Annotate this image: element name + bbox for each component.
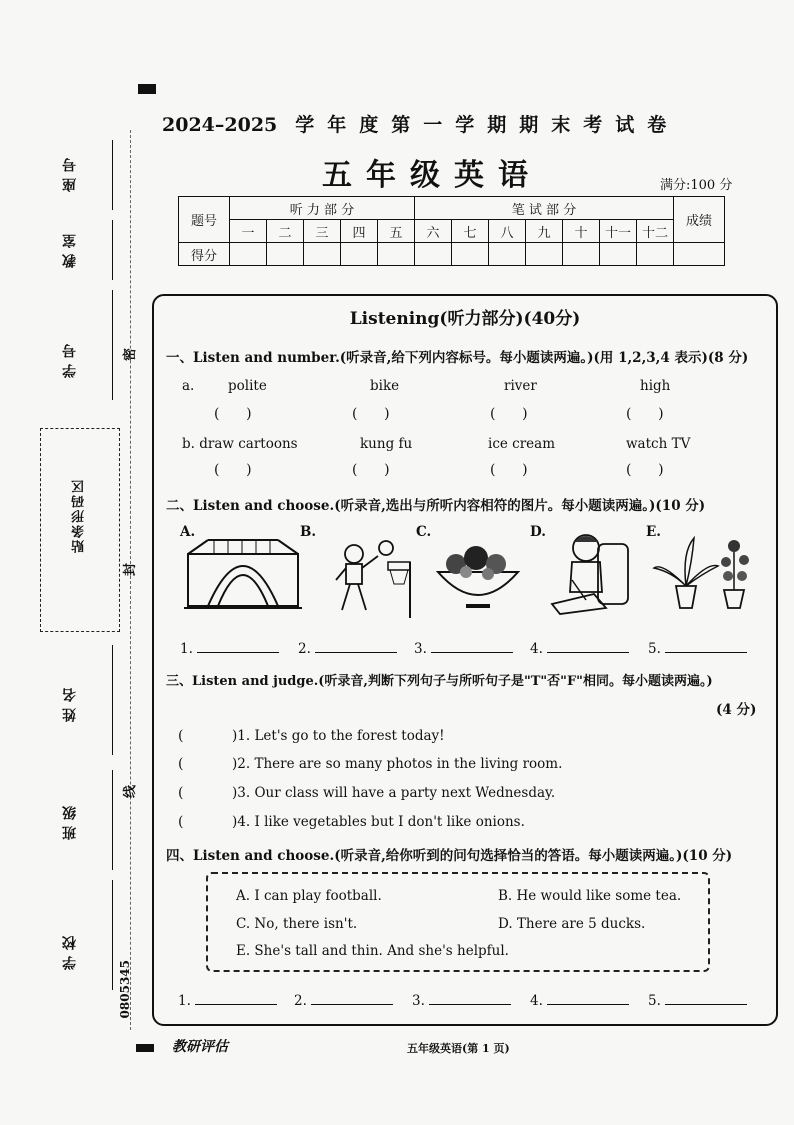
q3-points: (4 分) [716,702,757,718]
q4-blank[interactable] [294,992,393,1009]
score-cell[interactable] [452,243,489,266]
judge-paren[interactable]: ( [178,814,184,830]
score-cell[interactable] [267,243,304,266]
seal-line [130,130,131,1030]
page-number: 五年级英语(第 1 页) [407,1042,510,1055]
total-score-cell[interactable] [674,243,725,266]
question-number: 四 [341,220,378,243]
q1-title: 一、Listen and number.(听录音,给下列内容标号。每小题读两遍。)(用 1,2,3,4 表示)(8 分) [166,350,749,366]
pic-label: D. [530,524,546,540]
q1-word: river [504,378,537,394]
boy-basketball-image [314,534,414,618]
score-cell[interactable] [489,243,526,266]
name-label: 姓名 [62,682,78,722]
exam-code: 0805345 [118,960,132,1019]
score-cell[interactable] [637,243,674,266]
q2-blank[interactable] [648,640,747,657]
q4-blank-num: 3. [412,993,425,1009]
score-label: 得分 [179,243,230,266]
listening-title: Listening(听力部分)(40分) [349,309,581,329]
school-label: 学校 [62,930,78,970]
question-number: 三 [304,220,341,243]
question-number: 十二 [637,220,674,243]
q4-blank[interactable] [530,992,629,1009]
fill-line-school [112,880,113,990]
pic-label: C. [416,524,432,540]
question-number: 五 [378,220,415,243]
q3-item: )1. Let's go to the forest today! [232,728,445,744]
q2-blank-num: 5. [648,641,661,657]
question-number: 十一 [600,220,637,243]
boy-writing-image [546,528,636,616]
judge-paren[interactable]: ( [178,756,184,772]
seal-xian: 线 [123,784,139,799]
question-number: 一 [230,220,267,243]
q3-title: 三、Listen and judge.(听录音,判断下列句子与所听句子是"T"否"F"相同。每小题读两遍。) [166,674,713,689]
fill-line-name [112,645,113,755]
seal-mi: 密 [123,347,139,362]
q4-blank[interactable] [412,992,511,1009]
q2-blank-num: 4. [530,641,543,657]
answer-paren[interactable]: ( ) [352,406,390,422]
q2-blank-num: 2. [298,641,311,657]
score-cell[interactable] [415,243,452,266]
q1-word: polite [228,378,267,394]
answer-paren[interactable]: ( ) [352,462,390,478]
writing-header: 笔 试 部 分 [415,197,674,220]
q4-option: E. She's tall and thin. And she's helpful. [236,943,509,959]
student-id-label: 学号 [62,338,78,378]
q4-blank-num: 2. [294,993,307,1009]
footer-org: 教研评估 [172,1039,228,1055]
q4-title: 四、Listen and choose.(听录音,给你听到的问句选择恰当的答语。每小题读两遍。)(10 分) [166,848,733,864]
answer-paren[interactable]: ( ) [490,406,528,422]
q4-option: C. No, there isn't. [236,916,358,932]
class-label: 班级 [62,800,78,840]
fill-line-room [112,220,113,280]
q1-word: bike [370,378,400,394]
pic-label: B. [300,524,317,540]
q1-word: kung fu [360,436,413,452]
q4-blank-num: 5. [648,993,661,1009]
question-number: 八 [489,220,526,243]
question-number: 二 [267,220,304,243]
q1-word: watch TV [626,436,691,452]
answer-paren[interactable]: ( ) [626,406,664,422]
q3-item: )3. Our class will have a party next Wednesday. [232,785,556,801]
answer-paren[interactable]: ( ) [214,462,252,478]
q-label: 题号 [179,197,230,243]
q2-title: 二、Listen and choose.(听录音,选出与所听内容相符的图片。每小题读两遍。)(10 分) [166,498,706,514]
q4-blank-num: 1. [178,993,191,1009]
header-line [162,110,679,137]
score-cell[interactable] [230,243,267,266]
pic-label: A. [180,524,196,540]
question-number: 九 [526,220,563,243]
q4-option: B. He would like some tea. [498,888,682,904]
score-cell[interactable] [341,243,378,266]
term: 学年度第一学期期末考试卷 [295,114,680,136]
result-label: 成绩 [674,197,725,243]
fill-line-class [112,770,113,870]
q2-blank[interactable] [298,640,397,657]
score-cell[interactable] [378,243,415,266]
page-title: 五年级英语 [322,158,542,193]
score-cell[interactable] [526,243,563,266]
salad-image [430,532,526,612]
seat-label: 座号 [62,152,78,192]
pic-label: E. [646,524,661,540]
q2-blank-num: 3. [414,641,427,657]
registration-mark [138,84,156,94]
question-number: 七 [452,220,489,243]
registration-mark-bottom [136,1044,154,1052]
judge-paren[interactable]: ( [178,785,184,801]
score-cell[interactable] [563,243,600,266]
question-number: 十 [563,220,600,243]
q4-blank[interactable] [178,992,277,1009]
bridge-image [184,532,302,612]
answer-paren[interactable]: ( ) [490,462,528,478]
seal-feng: 封 [123,562,139,577]
year: 2024–2025 [162,114,278,136]
q4-option: A. I can play football. [236,888,382,904]
fill-line-id [112,290,113,400]
q4-blank-num: 4. [530,993,543,1009]
room-label: 教室 [62,228,78,268]
plants-image [652,532,756,612]
q1-word: high [640,378,671,394]
total-score: 满分:100 分 [660,178,733,193]
q4-blank[interactable] [648,992,747,1009]
q1-word: b. draw cartoons [182,436,298,452]
q3-item: )4. I like vegetables but I don't like onions. [232,814,525,830]
q1-row-a-label: a. [182,378,195,394]
barcode-label: 贴条形码区 [72,478,87,553]
score-table [178,196,725,266]
score-cell[interactable] [600,243,637,266]
q2-blank[interactable] [530,640,629,657]
q4-option: D. There are 5 ducks. [498,916,646,932]
judge-paren[interactable]: ( [178,728,184,744]
q2-blank[interactable] [180,640,279,657]
q3-item: )2. There are so many photos in the living room. [232,756,563,772]
question-number: 六 [415,220,452,243]
q2-blank[interactable] [414,640,513,657]
answer-paren[interactable]: ( ) [626,462,664,478]
answer-paren[interactable]: ( ) [214,406,252,422]
listening-header: 听 力 部 分 [230,197,415,220]
listening-section [152,294,778,1026]
q1-word: ice cream [488,436,556,452]
score-cell[interactable] [304,243,341,266]
q2-blank-num: 1. [180,641,193,657]
